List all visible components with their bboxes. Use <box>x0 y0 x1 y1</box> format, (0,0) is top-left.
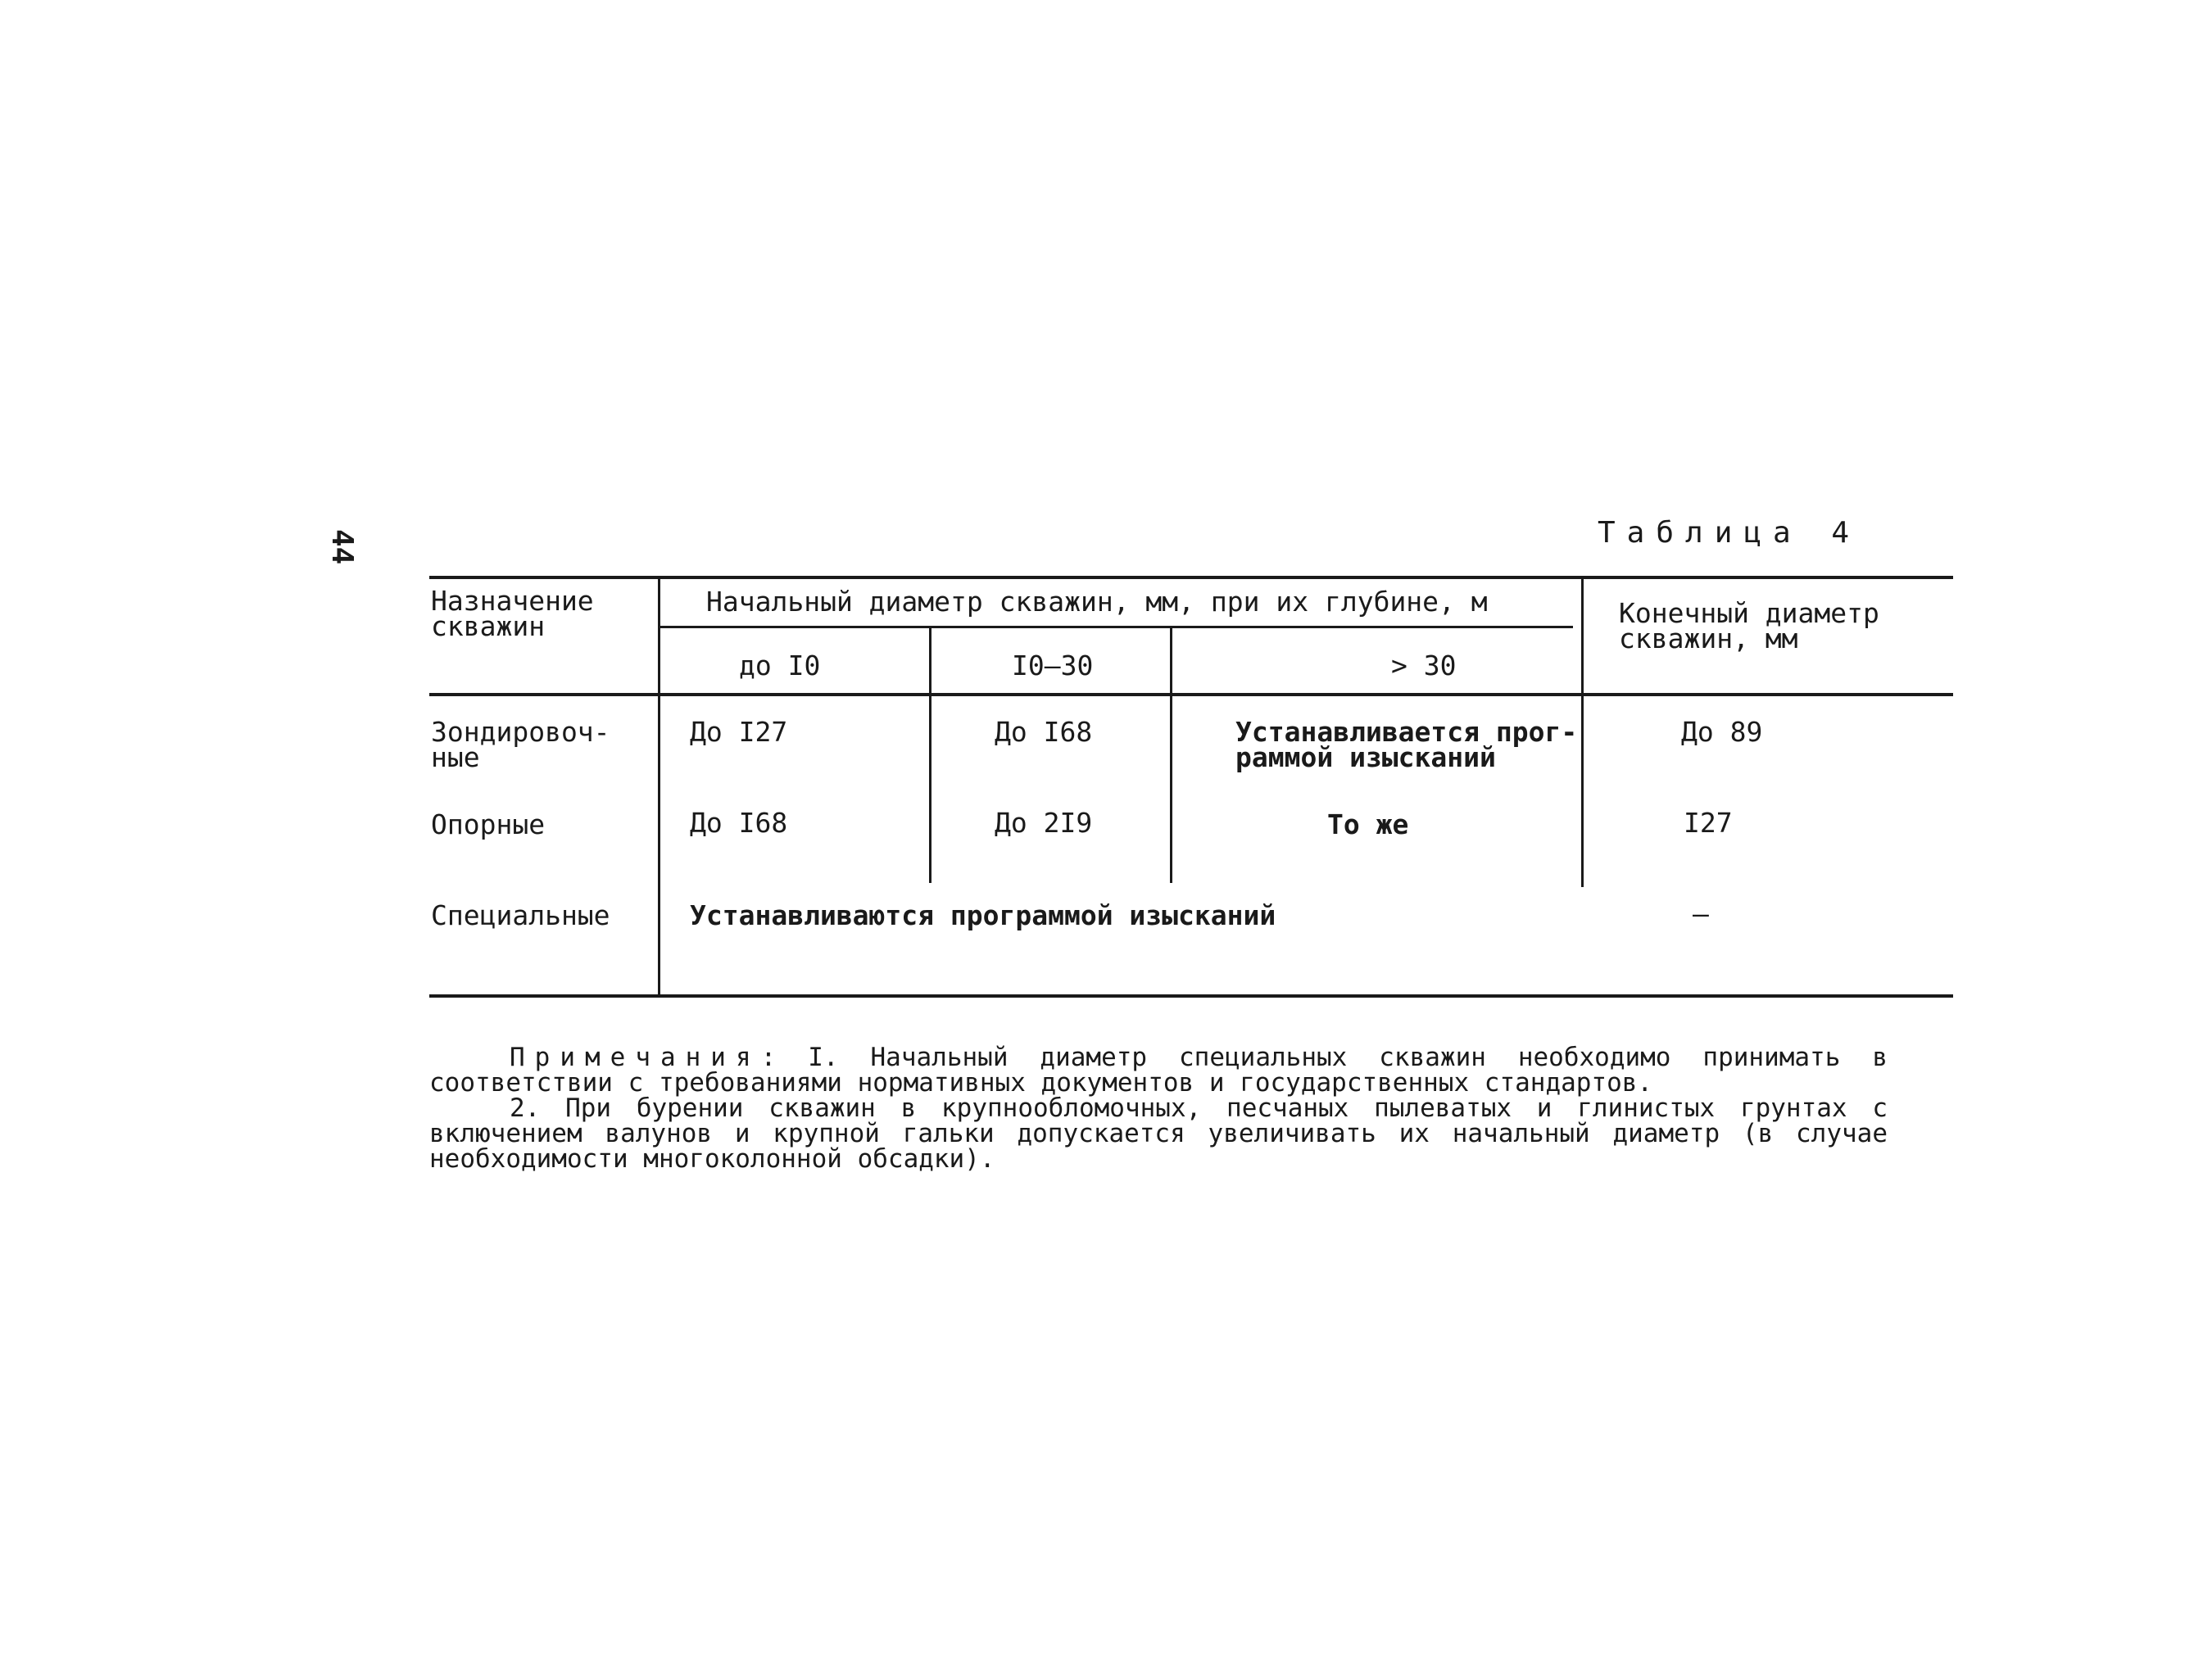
row1-d-10-30: До I68 <box>995 716 1093 748</box>
page-number: 44 <box>325 529 359 565</box>
note-1 <box>429 1045 1888 1096</box>
row1-d-over30: Устанавливается прог- раммой изысканий <box>1235 716 1578 773</box>
row1-purpose: Зондировоч- ные <box>431 716 610 773</box>
header-depth-over30: > 30 <box>1391 650 1457 681</box>
col-divider-10-30 <box>1170 626 1172 883</box>
row3-initial-merged: Устанавливаются программой изысканий <box>690 899 1276 931</box>
row2-d-10-30: До 2I9 <box>995 807 1093 839</box>
notes <box>429 1045 1888 1172</box>
note-1-text: : I. Начальный диаметр специальных скважин необходимо принимать в соответствии с требованиями нормативных документов и государственных стандартов. <box>429 1043 1888 1098</box>
header-final-diameter: Конечный диаметр скважин, мм <box>1619 597 1879 654</box>
row3-purpose: Специальные <box>431 899 610 931</box>
row2-purpose: Опорные <box>431 808 546 840</box>
notes-label: Примечания <box>510 1043 761 1072</box>
row2-d-to10: До I68 <box>690 807 788 839</box>
header-purpose: Назначение скважин <box>431 585 594 642</box>
header-depth-to10: до I0 <box>739 650 821 681</box>
col-divider-final <box>1581 576 1584 887</box>
row2-final: I27 <box>1684 807 1733 839</box>
row3-final: — <box>1693 898 1709 930</box>
table-caption: Таблица 4 <box>1598 516 1861 550</box>
row2-d-over30: То же <box>1327 808 1409 840</box>
header-depth-10-30: I0–30 <box>1012 650 1094 681</box>
row1-d-to10: До I27 <box>690 716 788 748</box>
subheader-rule <box>658 626 1573 628</box>
col-divider-to10 <box>929 626 931 883</box>
note-2 <box>429 1093 1888 1174</box>
col-divider-purpose <box>658 576 660 996</box>
header-initial-diameter: Начальный диаметр скважин, мм, при их глубине, м <box>706 586 1488 618</box>
row1-final: До 89 <box>1681 716 1763 748</box>
note-2-text: 2. При бурении скважин в крупнообломочных, песчаных пылеватых и глинистых грунтах с включением валунов и крупной гальки допускается увеличивать их начальный диаметр (в случае необходимости многоколонной обсадки). <box>429 1093 1888 1174</box>
